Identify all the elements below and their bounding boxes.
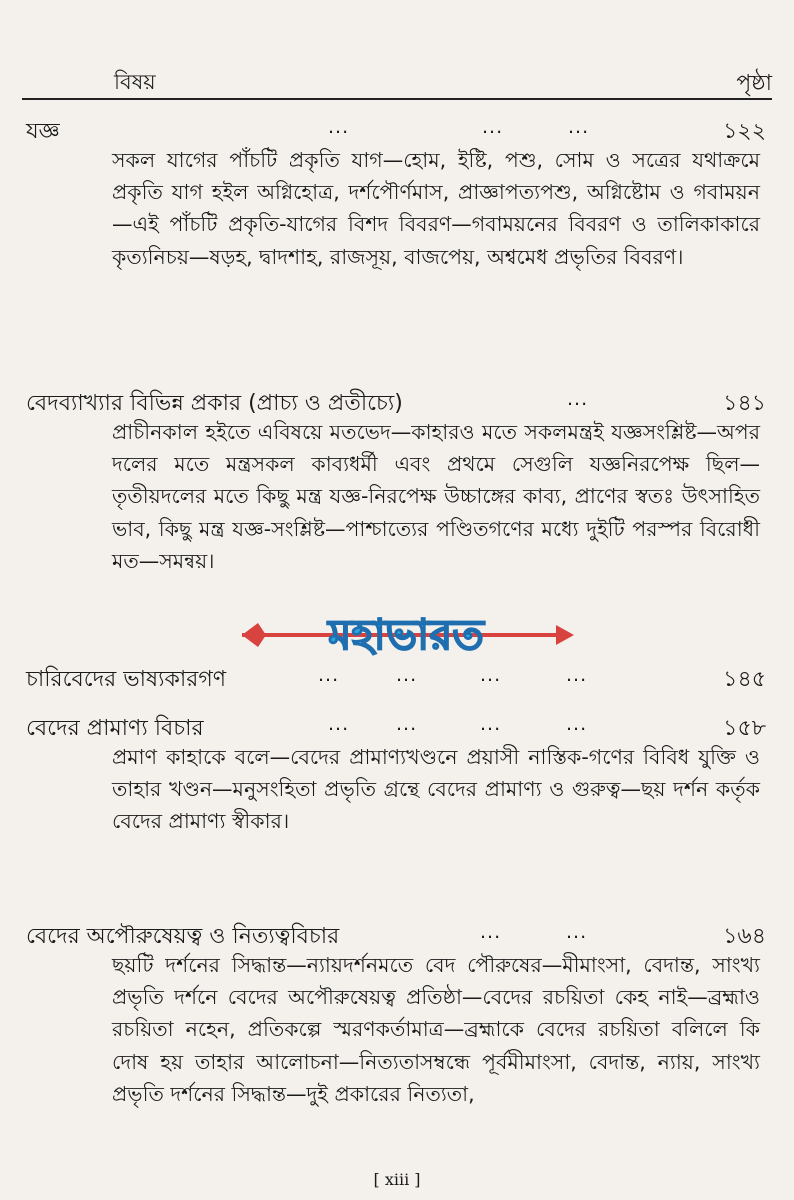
leader-dots: ... bbox=[396, 713, 418, 735]
page-number: [ xiii ] bbox=[373, 1170, 421, 1189]
table-header bbox=[22, 58, 772, 100]
leader-dots: ... bbox=[567, 388, 589, 410]
entry-page: ১৪১ bbox=[723, 391, 766, 416]
leader-dots: ... bbox=[328, 713, 350, 735]
leader-dots: ... bbox=[566, 664, 588, 686]
leader-dots: ... bbox=[566, 713, 588, 735]
leader-dots: ... bbox=[568, 116, 590, 138]
leader-dots: ... bbox=[480, 713, 502, 735]
leader-dots: ... bbox=[480, 664, 502, 686]
entry-page: ১৪৫ bbox=[723, 667, 766, 692]
entry-title: যজ্ঞ bbox=[26, 119, 60, 144]
page-heading: পৃষ্ঠা bbox=[736, 71, 772, 96]
entry-title: চারিবেদের ভাষ্যকারগণ bbox=[26, 667, 227, 692]
entry-page: ১৫৮ bbox=[723, 716, 766, 741]
leader-dots: ... bbox=[318, 664, 340, 686]
entry-description: প্রমাণ কাহাকে বলে—বেদের প্রামাণ্যখণ্ডনে প্রয়াসী নাস্তিক-গণের বিবিধ যুক্তি ও তাহার খণ্ডন—মনুসংহিতা প্রভৃতি গ্রন্থে বেদের প্রামাণ্য ও গুরুত্ব—ছয় দর্শন কর্তৃক বেদের প্রামাণ্য স্বীকার। bbox=[112, 745, 760, 834]
subject-heading: বিষয় bbox=[114, 70, 156, 94]
leader-dots: ... bbox=[566, 921, 588, 943]
entry-description: প্রাচীনকাল হইতে এবিষয়ে মতভেদ—কাহারও মতে সকলমন্ত্রই যজ্ঞসংশ্লিষ্ট—অপর দলের মতে মন্ত্রসকল কাব্যধর্মী এবং প্রথমে সেগুলি যজ্ঞনিরপেক্ষ ছিল—তৃতীয়দলের মতে কিছু মন্ত্র যজ্ঞ-নিরপেক্ষ উচ্চাঙ্গের কাব্য, প্রাণের স্বতঃ উৎসাহিত ভাব, কিছু মন্ত্র যজ্ঞ-সংশ্লিষ্ট—পাশ্চাত্যের পণ্ডিতগণের মধ্যে দুইটি পরস্পর বিরোধী মত—সমন্বয়। bbox=[112, 420, 760, 573]
arrow-fletching bbox=[242, 623, 266, 647]
entry-title: বেদব্যাখ্যার বিভিন্ন প্রকার (প্রাচ্য ও প্রতীচ্যে) bbox=[26, 391, 403, 416]
entry-title: বেদের প্রামাণ্য বিচার bbox=[26, 716, 204, 741]
entry-page: ১২২ bbox=[723, 119, 766, 144]
entry-description: ছয়টি দর্শনের সিদ্ধান্ত—ন্যায়দর্শনমতে বেদ পৌরুষের—মীমাংসা, বেদান্ত, সাংখ্য প্রভৃতি দর্শনে বেদের অপৌরুষেয়ত্ব প্রতিষ্ঠা—বেদের রচয়িতা কেহ নাই—ব্রহ্মাও রচয়িতা নহেন, প্রতিকল্পে স্মরণকর্তামাত্র—ব্রহ্মাকে বেদের রচয়িতা বলিলে কি দোষ হয় তাহার আলোচনা—নিত্যতাসম্বন্ধে পূর্বমীমাংসা, বেদান্ত, ন্যায়, সাংখ্য প্রভৃতি দর্শনের সিদ্ধান্ত—দুই প্রকারের নিত্যতা, bbox=[112, 953, 760, 1106]
leader-dots: ... bbox=[480, 921, 502, 943]
entry-page: ১৬৪ bbox=[723, 924, 766, 949]
leader-dots: ... bbox=[396, 664, 418, 686]
watermark-text: মহাভারত bbox=[328, 610, 484, 659]
entry-title: বেদের অপৌরুষেয়ত্ব ও নিত্যত্ববিচার bbox=[26, 924, 340, 949]
leader-dots: ... bbox=[482, 116, 504, 138]
leader-dots: ... bbox=[328, 116, 350, 138]
arrow-head bbox=[556, 625, 574, 645]
watermark-logo bbox=[236, 603, 576, 667]
entry-description: সকল যাগের পাঁচটি প্রকৃতি যাগ—হোম, ইষ্টি, পশু, সোম ও সত্রের যথাক্রমে প্রকৃতি যাগ হইল অগ্নিহোত্র, দর্শপৌর্ণমাস, প্রাজ্ঞাপত্যপশু, অগ্নিষ্টোম ও গবাময়ন—এই পাঁচটি প্রকৃতি-যাগের বিশদ বিবরণ—গবাময়নের বিবরণ ও তালিকাকারে কৃত্যনিচয়—ষড়হ, দ্বাদশাহ, রাজসূয়, বাজপেয়, অশ্বমেধ প্রভৃতির বিবরণ। bbox=[112, 148, 760, 269]
